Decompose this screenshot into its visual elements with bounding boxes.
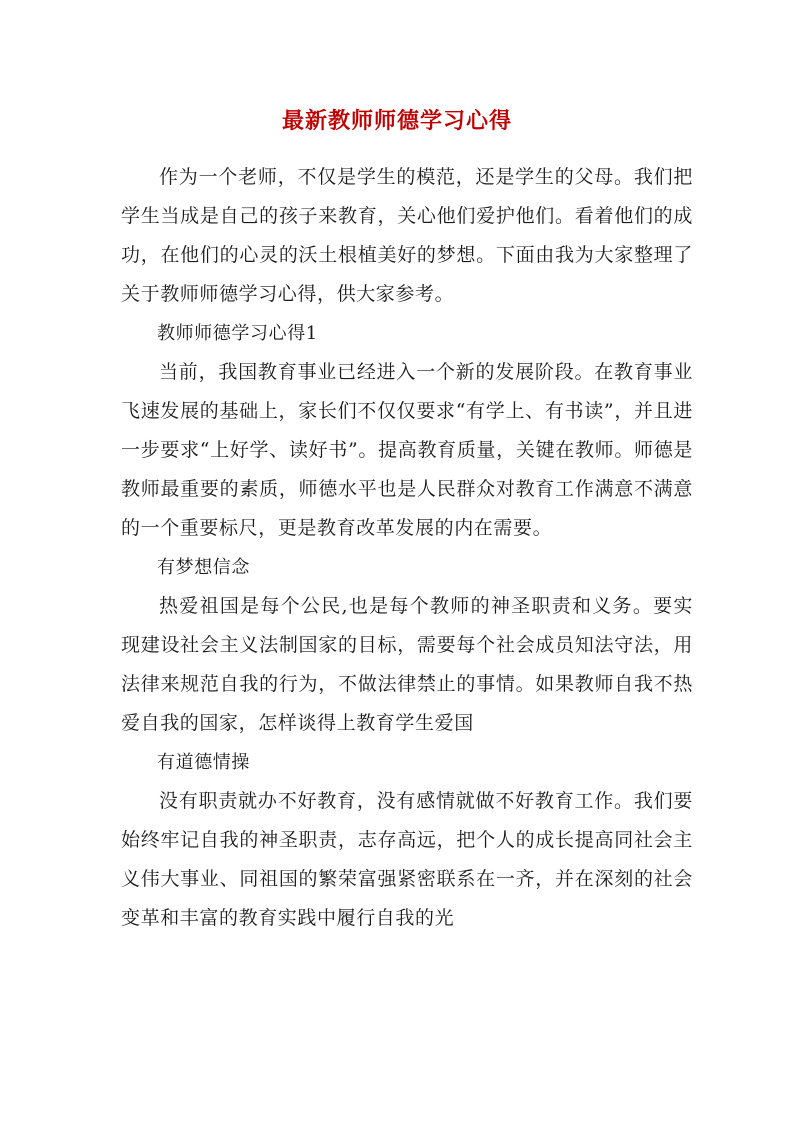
intro-paragraph: 作为一个老师，不仅是学生的模范，还是学生的父母。我们把学生当成是自己的孩子来教育，关心他们爱护他们。看着他们的成功，在他们的心灵的沃土根植美好的梦想。下面由我为大家整理了关于教师师德学习心得，供大家参考。 bbox=[121, 166, 693, 305]
document-title: 最新教师师德学习心得 bbox=[281, 108, 512, 134]
document-body bbox=[121, 158, 693, 938]
section-heading-1: 教师师德学习心得1 bbox=[157, 323, 318, 344]
subheading-dream-belief: 有梦想信念 bbox=[157, 557, 250, 578]
body-paragraph-2: 热爱祖国是每个公民,也是每个教师的神圣职责和义务。要实现建设社会主义法制国家的目标，需要每个社会成员知法守法，用法律来规范自我的行为，不做法律禁止的事情。如果教师自我不热爱自我的国家，怎样谈得上教育学生爱国 bbox=[121, 595, 693, 734]
subheading-moral-sentiment: 有道德情操 bbox=[157, 752, 250, 773]
body-paragraph-3: 没有职责就办不好教育，没有感情就做不好教育工作。我们要始终牢记自我的神圣职责，志存高远，把个人的成长提高同社会主义伟大事业、同祖国的繁荣富强紧密联系在一齐，并在深刻的社会变革和丰富的教育实践中履行自我的光 bbox=[121, 790, 693, 929]
body-paragraph-1: 当前，我国教育事业已经进入一个新的发展阶段。在教育事业飞速发展的基础上，家长们不仅仅要求“有学上、有书读”，并且进一步要求“上好学、读好书”。提高教育质量，关键在教师。师德是教师最重要的素质，师德水平也是人民群众对教育工作满意不满意的一个重要标尺，更是教育改革发展的内在需要。 bbox=[121, 361, 693, 539]
